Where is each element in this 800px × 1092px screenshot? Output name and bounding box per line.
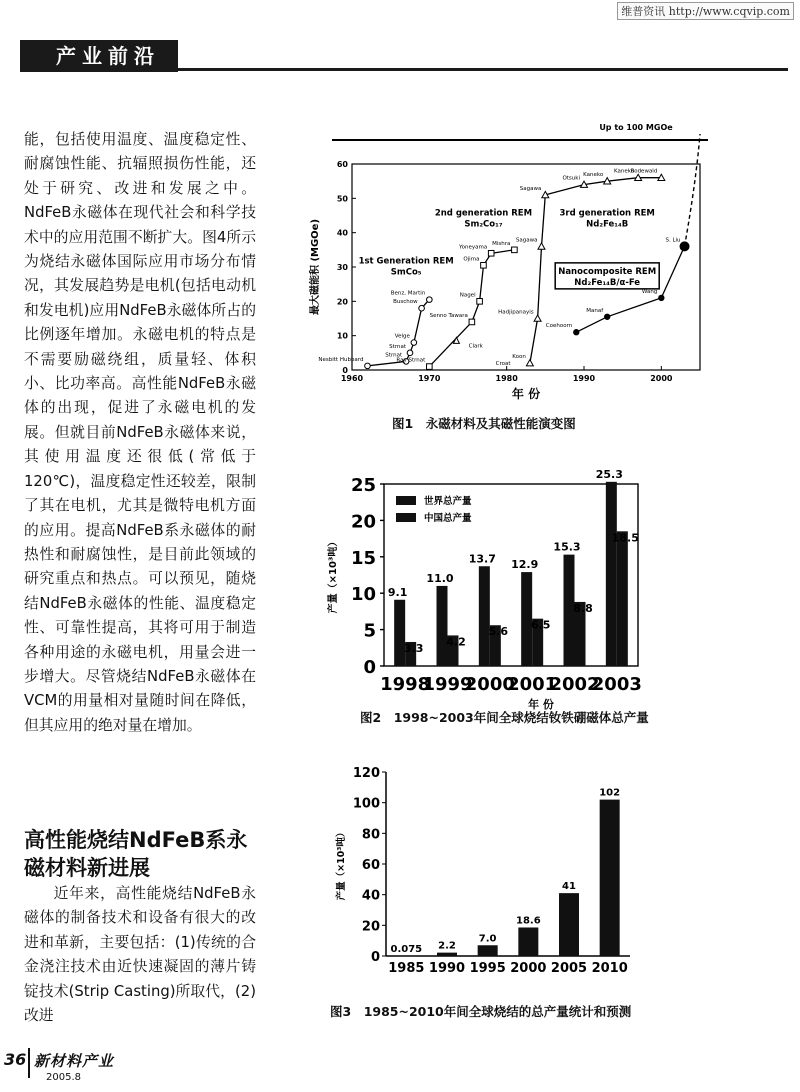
fig1-point-label: Manaf <box>586 307 604 314</box>
fig2-x-tick-label: 1998 <box>380 674 431 695</box>
fig3-y-tick-label: 100 <box>352 796 380 812</box>
section-header: 产业前沿 <box>20 40 178 72</box>
fig1-chart <box>300 112 720 422</box>
fig2-y-tick-label: 5 <box>363 620 376 642</box>
fig3-bar-value-label: 2.2 <box>438 940 456 952</box>
fig1-gen-label: Nanocomposite REM <box>558 266 657 277</box>
fig3-x-tick-label: 2000 <box>510 961 547 976</box>
fig2-bar <box>606 482 617 666</box>
fig1-projection-line <box>685 134 700 246</box>
fig1-point-label: Ojima <box>463 256 480 263</box>
fig1-point-square <box>512 247 518 253</box>
fig2-y-tick-label: 0 <box>363 657 376 678</box>
fig1-caption: 图1 永磁材料及其磁性能演变图 <box>392 416 576 431</box>
fig1-x-tick-label: 1990 <box>572 374 596 383</box>
fig1-point-label: Kaneko <box>614 168 635 175</box>
fig2-bar <box>479 566 490 666</box>
fig3-bar <box>518 927 538 956</box>
fig1-point-dot <box>573 329 579 335</box>
fig1-y-tick-label: 40 <box>336 228 348 238</box>
section-title: 高性能烧结NdFeB系永磁材料新进展 <box>24 828 248 880</box>
fig1-point-label: Velge <box>394 333 410 340</box>
fig3-y-tick-label: 60 <box>361 858 380 873</box>
fig3-y-tick-label: 20 <box>361 919 380 935</box>
fig2-x-tick-label: 2003 <box>591 674 642 695</box>
fig2-bar-value-label: 13.7 <box>468 552 496 566</box>
fig2-bar-value-label: 4.2 <box>446 635 466 649</box>
body-text-column <box>24 128 256 738</box>
fig3-bar <box>600 800 620 956</box>
fig1-gen-label: 3rd generation REM <box>559 208 655 219</box>
fig2-bar-value-label: 5.6 <box>488 625 509 639</box>
fig2-x-tick-label: 2000 <box>464 674 515 695</box>
fig2-x-label: 年 份 <box>528 698 554 710</box>
fig1-point-label: Sagawa <box>515 237 538 244</box>
section-body <box>24 882 256 1028</box>
fig1-x-tick-label: 1980 <box>495 374 518 383</box>
fig1-point-label: Rodewald <box>630 168 658 175</box>
fig1-gen-formula: Nd₂Fe₁₄B <box>586 219 629 230</box>
fig1-x-label: 年 份 <box>511 387 541 401</box>
fig2-bar <box>617 531 628 666</box>
fig3-x-tick-label: 1985 <box>388 961 425 976</box>
fig1-y-tick-label: 20 <box>336 297 348 307</box>
fig1-point-label: Otsuki <box>562 175 580 182</box>
fig3-bar <box>478 945 498 956</box>
fig1-point-square <box>427 364 433 370</box>
fig1-point-circle <box>419 305 425 311</box>
fig1-point-label: Senno Tawara <box>429 312 468 319</box>
fig1-point-triangle <box>534 315 541 321</box>
footer-divider <box>28 1048 30 1078</box>
fig2-bar-value-label: 15.3 <box>553 540 581 554</box>
fig1-gen-label: 2nd generation REM <box>434 208 533 219</box>
fig3-bar <box>437 953 457 956</box>
fig2-bar-value-label: 9.1 <box>387 585 408 599</box>
fig2-y-tick-label: 10 <box>350 584 376 606</box>
fig1-point-label: Hadjipanayis <box>498 309 534 316</box>
fig1-point-dot <box>658 295 664 301</box>
magazine-name: 新材料产业 <box>34 1052 115 1070</box>
fig1-point-triangle <box>526 360 533 366</box>
fig1-y-tick-label: 0 <box>342 366 348 375</box>
fig3-bar <box>396 956 416 957</box>
header-rule <box>178 68 788 71</box>
fig3-y-tick-label: 0 <box>370 950 380 965</box>
watermark: 维普资讯 http://www.cqvip.com <box>617 2 794 20</box>
fig3-x-tick-label: 2005 <box>550 961 588 976</box>
body-paragraph: 能，包括使用温度、温度稳定性、耐腐蚀性能、抗辐照损伤性能，还处于研究、改进和发展之中。NdFeB永磁体在现代社会和科学技术中的应用范围不断扩大。图4所示为烧结永磁体国际应用市场分布情况，其发展趋势是电机(包括电动机和发电机)应用NdFeB永磁体所占的比例逐年增加。永磁电机的特点是不需要励磁绕组，质量轻、体积小、比功率高。高性能NdFeB永磁体的出现，促进了永磁电机的发展。但就目前NdFeB永磁体来说，其使用温度还很低(常低于120℃)，温度稳定性还较差，限制了其在电机，尤其是微特电机方面的应用。提高NdFeB系永磁体的耐热性和耐腐蚀性，是目前此领域的研究重点和热点。可以预见，随烧结NdFeB永磁体的性能、温度稳定性、可靠性提高，其将可用于制造各种用途的永磁电机，用量会进一步增大。尽管烧结NdFeB永磁体在VCM的用量相对量随时间在降低，但其应用的绝对量在增加。 <box>24 131 256 734</box>
fig3-bar-value-label: 7.0 <box>478 933 497 945</box>
fig1-point-label: Strnat <box>385 352 403 359</box>
fig2-bar-value-label: 18.5 <box>611 531 639 545</box>
fig2-y-tick-label: 15 <box>350 547 376 569</box>
fig1-point-circle <box>365 363 371 369</box>
fig1-gen-formula: Sm₂Co₁₇ <box>464 219 503 230</box>
fig1-gen-formula: Nd₂Fe₁₄B/α-Fe <box>574 277 641 288</box>
fig1-x-tick-label: 2000 <box>650 374 673 383</box>
fig2-y-tick-label: 25 <box>350 475 376 496</box>
fig1-point-label: Koon <box>512 354 526 361</box>
fig1-point-label: Benz, Martin <box>390 290 426 297</box>
fig2-x-tick-label: 1999 <box>422 674 473 695</box>
fig2-bar <box>437 586 448 666</box>
fig2-bar-value-label: 6.5 <box>530 618 551 632</box>
page-number: 36 <box>4 1050 27 1069</box>
fig1-point-label: Clark <box>468 343 483 350</box>
fig2-bar-value-label: 11.0 <box>426 571 454 585</box>
section-paragraph: 近年来，高性能烧结NdFeB永磁体的制备技术和设备有很大的改进和革新，主要包括：(1)传统的合金浇注技术由近快速凝固的薄片铸锭技术(Strip Casting)所取代，(2)改进 <box>24 885 256 1025</box>
fig2-legend-swatch <box>396 513 416 522</box>
fig3-bar-value-label: 18.6 <box>515 915 541 927</box>
fig1-gen-formula: SmCo₅ <box>390 267 422 278</box>
fig1-point-label: Strnat <box>389 343 406 350</box>
fig1-point-label: Sagawa <box>519 185 542 192</box>
fig1-point-triangle <box>538 243 545 249</box>
fig1-point-label: Buschow <box>393 299 418 306</box>
fig2-bar-value-label: 25.3 <box>595 467 623 481</box>
fig1-y-tick-label: 50 <box>336 194 348 204</box>
fig1-point-circle <box>407 350 413 356</box>
fig3-caption: 图3 1985~2010年间全球烧结的总产量统计和预测 <box>330 1004 632 1019</box>
fig1-point-label: Croat <box>495 360 511 367</box>
fig1-point-label: Wang <box>641 288 658 295</box>
fig1-point-square <box>488 250 494 256</box>
fig2-bar-value-label: 12.9 <box>511 558 539 572</box>
fig1-gen-label: 1st Generation REM <box>358 256 454 267</box>
fig1-point-label: Nagel <box>459 292 476 299</box>
fig2-plot-frame <box>384 484 638 666</box>
fig3-bar-value-label: 102 <box>599 787 621 799</box>
fig2-y-label: 产量（×10³吨） <box>328 536 339 614</box>
fig2-bar <box>394 600 405 666</box>
fig2-chart <box>320 460 650 710</box>
fig3-x-tick-label: 1995 <box>469 961 506 976</box>
issue-date: 2005.8 <box>46 1072 81 1083</box>
fig1-point-label: Kaneko <box>583 172 604 179</box>
fig3-bar-value-label: 41 <box>562 881 576 893</box>
fig3-y-tick-label: 80 <box>361 827 380 843</box>
fig1-point-label: Nesbitt Hubbard <box>318 356 364 363</box>
fig1-point-dot <box>604 314 610 320</box>
fig1-top-note: Up to 100 MGOe <box>599 123 673 132</box>
fig1-y-tick-label: 60 <box>336 160 348 169</box>
fig3-x-tick-label: 1990 <box>428 961 466 976</box>
fig1-y-label: 最大磁能积 (MGOe) <box>310 218 321 316</box>
fig1-y-tick-label: 10 <box>336 331 348 341</box>
fig2-legend-label: 世界总产量 <box>424 496 472 507</box>
fig1-point-circle <box>427 297 433 303</box>
fig2-bar-value-label: 3.3 <box>403 641 424 655</box>
fig3-x-tick-label: 2010 <box>591 961 628 976</box>
fig3-y-label: 产量（×10³吨） <box>336 827 347 901</box>
fig3-y-tick-label: 40 <box>361 888 380 904</box>
fig1-x-tick-label: 1960 <box>340 374 364 383</box>
fig2-x-tick-label: 2002 <box>549 674 600 695</box>
fig2-y-tick-label: 20 <box>350 511 376 533</box>
fig1-point-square <box>481 262 487 268</box>
fig2-legend-swatch <box>396 496 416 505</box>
fig3-bar <box>559 893 579 956</box>
fig3-y-tick-label: 120 <box>352 766 380 781</box>
fig1-point-label: S. Liu <box>665 237 681 244</box>
fig1-point-label: Yoneyama <box>458 244 488 251</box>
fig1-point-label: Ray Strnat <box>396 357 426 364</box>
fig2-caption: 图2 1998~2003年间全球烧结钕铁硼磁体总产量 <box>360 710 649 725</box>
fig1-y-tick-label: 30 <box>336 263 348 272</box>
fig2-legend-label: 中国总产量 <box>424 513 472 524</box>
fig1-point-square <box>477 299 483 305</box>
fig1-point-label: Coehoorn <box>545 323 573 330</box>
fig2-bar-value-label: 8.8 <box>573 601 593 615</box>
fig1-point-square <box>469 319 475 325</box>
fig3-bar-value-label: 0.075 <box>390 943 423 955</box>
fig1-point-label: Mishra <box>492 240 511 247</box>
fig2-x-tick-label: 2001 <box>507 674 558 695</box>
fig3-chart <box>330 760 640 985</box>
fig1-point-circle <box>411 340 417 346</box>
fig1-x-tick-label: 1970 <box>418 374 441 383</box>
